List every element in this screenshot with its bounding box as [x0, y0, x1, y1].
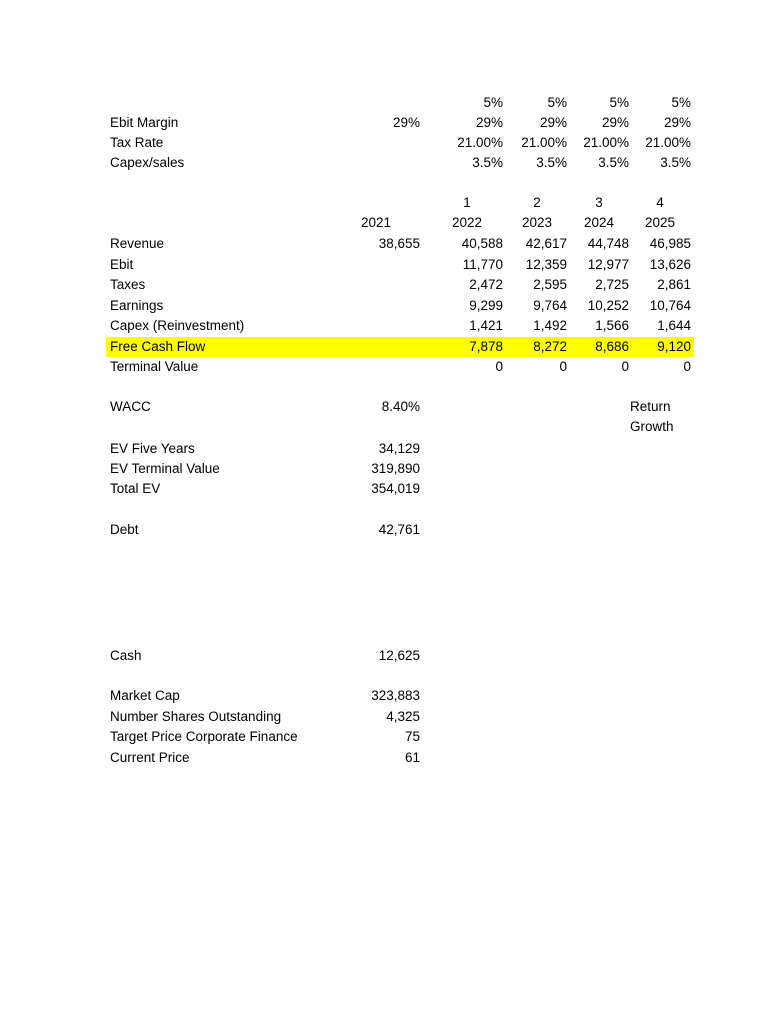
row-label: Terminal Value [110, 359, 199, 374]
value-cell: 7,878 [469, 339, 503, 354]
row-label: Target Price Corporate Finance [110, 729, 298, 744]
growth-cell: 5% [609, 95, 629, 110]
row-label: Revenue [110, 236, 165, 251]
year-header: 2021 [360, 215, 392, 230]
row-label: Earnings [110, 298, 164, 313]
year-header: 2022 [451, 215, 483, 230]
growth-cell: 5% [483, 95, 503, 110]
row-label: Tax Rate [110, 135, 164, 150]
year-header-row [106, 213, 694, 233]
value-cell: 4,325 [386, 709, 420, 724]
target-price-row [106, 727, 694, 747]
value-cell: 1,644 [657, 318, 691, 333]
ev-terminal-row [106, 459, 694, 479]
value-cell: 12,359 [525, 257, 567, 272]
year-header: 2025 [644, 215, 676, 230]
free-cash-flow-row [106, 337, 694, 357]
value-cell: 21.00% [645, 135, 691, 150]
value-cell: 0 [559, 359, 567, 374]
value-cell: 40,588 [461, 236, 503, 251]
value-cell: 2,861 [657, 277, 691, 292]
value-cell: 9,120 [657, 339, 691, 354]
row-label: Market Cap [110, 688, 180, 703]
row-label: Ebit [110, 257, 134, 272]
year-header: 2024 [583, 215, 615, 230]
growth-label-row [106, 417, 694, 437]
value-cell: 75 [404, 729, 420, 744]
value-cell: 0 [683, 359, 691, 374]
row-label: Current Price [110, 750, 190, 765]
value-cell: 9,764 [533, 298, 567, 313]
value-cell: 42,761 [378, 522, 420, 537]
value-cell: 3.5% [472, 155, 503, 170]
value-cell: 10,252 [587, 298, 629, 313]
market-cap-row [106, 686, 694, 706]
base-cell: 29% [392, 115, 420, 130]
taxes-row [106, 275, 694, 295]
value-cell: 21.00% [457, 135, 503, 150]
growth-cell: 5% [671, 95, 691, 110]
value-cell: 42,617 [525, 236, 567, 251]
tax-rate-row [106, 133, 694, 153]
value-cell: 1,492 [533, 318, 567, 333]
growth-cell: 5% [547, 95, 567, 110]
value-cell: 3.5% [660, 155, 691, 170]
value-cell: 319,890 [371, 461, 420, 476]
value-cell: 29% [663, 115, 691, 130]
ebit-margin-row [106, 113, 694, 133]
value-cell: 21.00% [583, 135, 629, 150]
value-cell: 12,625 [378, 648, 420, 663]
row-label: Free Cash Flow [110, 339, 206, 354]
period-header: 4 [656, 195, 664, 210]
value-cell: 8,272 [533, 339, 567, 354]
value-cell: 44,748 [587, 236, 629, 251]
period-header: 2 [533, 195, 541, 210]
row-label: Capex/sales [110, 155, 185, 170]
value-cell: 34,129 [378, 441, 420, 456]
value-cell: 3.5% [598, 155, 629, 170]
row-label: EV Five Years [110, 441, 195, 456]
value-cell: 46,985 [649, 236, 691, 251]
row-label: Taxes [110, 277, 146, 292]
value-cell: 0 [621, 359, 629, 374]
period-header-row [106, 193, 694, 213]
row-label: Number Shares Outstanding [110, 709, 282, 724]
row-label: WACC [110, 399, 151, 414]
row-label: Cash [110, 648, 142, 663]
row-label: Debt [110, 522, 139, 537]
current-price-row [106, 748, 694, 768]
revenue-row [106, 234, 694, 254]
value-cell: 9,299 [469, 298, 503, 313]
value-cell: 323,883 [371, 688, 420, 703]
value-cell: 2,725 [595, 277, 629, 292]
value-cell: 13,626 [649, 257, 691, 272]
value-cell: 21.00% [521, 135, 567, 150]
period-header: 3 [595, 195, 603, 210]
growth-row [106, 93, 694, 113]
value-cell: 29% [475, 115, 503, 130]
row-label: Ebit Margin [110, 115, 179, 130]
wacc-row [106, 397, 694, 417]
value-cell: 12,977 [587, 257, 629, 272]
ebit-row [106, 255, 694, 275]
row-label: EV Terminal Value [110, 461, 220, 476]
return-label: Return [630, 399, 671, 414]
value-cell: 61 [404, 750, 420, 765]
value-cell: 2,472 [469, 277, 503, 292]
value-cell: 2,595 [533, 277, 567, 292]
total-ev-row [106, 479, 694, 499]
value-cell: 8,686 [595, 339, 629, 354]
value-cell: 0 [495, 359, 503, 374]
value-cell: 1,566 [595, 318, 629, 333]
capex-row [106, 316, 694, 336]
shares-outstanding-row [106, 707, 694, 727]
value-cell: 354,019 [371, 481, 420, 496]
value-cell: 11,770 [462, 257, 503, 272]
cash-row [106, 646, 694, 666]
debt-row [106, 520, 694, 540]
ev-five-years-row [106, 439, 694, 459]
value-cell: 8.40% [381, 399, 420, 414]
base-cell: 38,655 [378, 236, 420, 251]
value-cell: 10,764 [649, 298, 691, 313]
earnings-row [106, 296, 694, 316]
value-cell: 1,421 [469, 318, 503, 333]
capex-sales-row [106, 153, 694, 173]
value-cell: 29% [601, 115, 629, 130]
period-header: 1 [463, 195, 471, 210]
year-header: 2023 [521, 215, 553, 230]
row-label: Total EV [110, 481, 161, 496]
terminal-value-row [106, 357, 694, 377]
row-label: Capex (Reinvestment) [110, 318, 245, 333]
growth-label: Growth [630, 419, 674, 434]
value-cell: 3.5% [536, 155, 567, 170]
value-cell: 29% [539, 115, 567, 130]
